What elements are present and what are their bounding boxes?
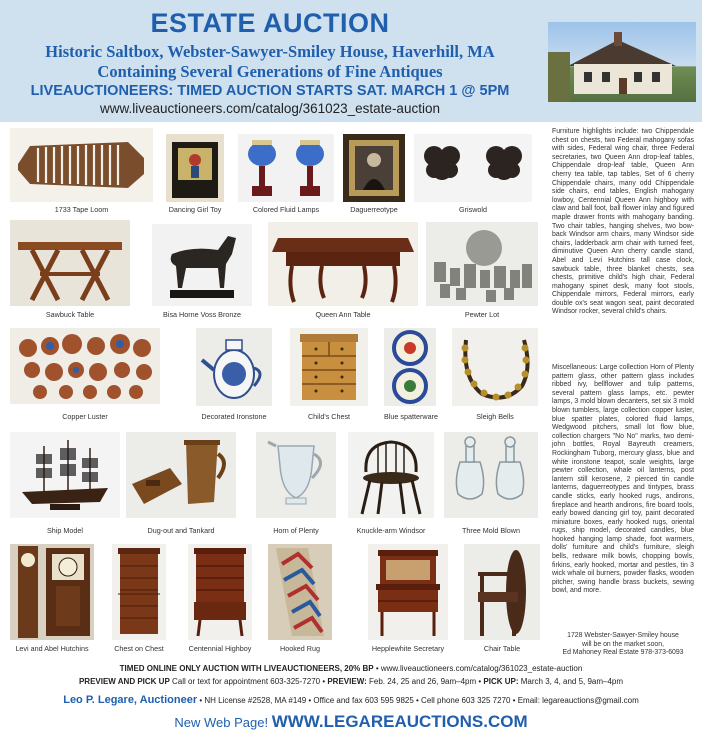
caption-ironstone: Decorated Ironstone <box>201 412 267 421</box>
caption-griswold: Griswold <box>459 205 487 214</box>
miscellaneous-text: Miscellaneous: Large collection Horn of Plenty pattern glass, other pattern glass includes ribbed ivy, bellflower and tulip patterns, several pattern glass lamps, etc. pewter lamps, 3 mold blown decanters, set six 3 mold blown tumblers, large collection copper luster, blue spatter plates, colored fluid lamps, Wedgwood pitchers, small lot flow blue, collection chargers "No No" marks, two demi-john bottles, Royal Bayreuth creamers, Rockingham Tuborg, mercury glass, blue and white ironstone teapot, scale weights, large pewter collection, whale oil lanterns, post lantern still kerosene, 2 pierced tin candle lanterns, daguerreotypes and tintypes, brass candle sticks, early hooked rugs, andirons, fireplace and hearth andirons, fire board tools, early bowed dancing girl toy, paint decorated miniature boxes, early hooked rugs, oriental rugs, ship model, decorated candles, blue hooked hanging lamp shade, foot warmers, dolls' furniture and child's furniture, sleigh bells, redware milk bowls, chopping bowls, firkins, early hooked, mortar and pestles, tin 3 wick whale oil burners, powder flasks, wooden pitcher, swing handle brass buckets, sewing bowl, and more. <box>552 364 694 595</box>
footer-preview-dates: Feb. 24, 25 and 26, 9am–4pm • <box>366 677 484 686</box>
three-mold-blown-photo <box>444 432 538 518</box>
new-web-page-label: New Web Page! <box>174 715 272 730</box>
windsor-chair-photo <box>348 432 434 518</box>
caption-dancing-girl-toy: Dancing Girl Toy <box>168 205 222 214</box>
subtitle-house: Historic Saltbox, Webster-Sawyer-Smiley House, Haverhill, MA <box>45 42 495 61</box>
footer-appointment: Call or text for appointment 603-325-7270 • <box>169 677 328 686</box>
caption-highboy: Centennial Highboy <box>188 644 252 653</box>
copper-luster-photo <box>10 328 160 404</box>
footer-contact-details: • NH License #2528, MA #149 • Office and fax 603 595 9825 • Cell phone 603 325 7270 • Email: legareauctions@gmail.com <box>197 696 639 705</box>
caption-horse-bronze: Bisa Horne Voss Bronze <box>163 310 241 319</box>
footer-contact-line <box>0 694 702 706</box>
highboy-photo <box>188 544 252 640</box>
chair-table-photo <box>464 544 540 640</box>
catalog-url[interactable]: www.liveauctioneers.com/catalog/361023_estate-auction <box>100 101 440 116</box>
footer <box>0 658 702 738</box>
house-signoff <box>552 632 694 658</box>
footer-pickup-label: PICK UP: <box>483 677 519 686</box>
caption-pewter-lot: Pewter Lot <box>464 310 500 319</box>
signoff-line-3: Ed Mahoney Real Estate 978-373-6093 <box>562 649 684 657</box>
caption-daguerreotype: Daguerreotype <box>350 205 398 214</box>
caption-fluid-lamps: Colored Fluid Lamps <box>252 205 320 214</box>
subtitle-antiques: Containing Several Generations of Fine Antiques <box>97 62 443 81</box>
caption-copper-luster: Copper Luster <box>62 412 108 421</box>
footer-preview-label: PREVIEW: <box>327 677 367 686</box>
ship-model-photo <box>10 432 120 518</box>
queen-ann-table-photo <box>268 222 418 306</box>
house-photo <box>548 22 696 102</box>
page-title: ESTATE AUCTION <box>150 8 390 38</box>
daguerreotype-photo <box>343 134 405 202</box>
footer-pickup-dates: March 3, 4, and 5, 9am–4pm <box>518 677 624 686</box>
caption-horn-of-plenty: Horn of Plenty <box>273 526 319 535</box>
sleigh-bells-photo <box>452 328 538 406</box>
timed-auction-notice: LIVEAUCTIONEERS: TIMED AUCTION STARTS SAT. MARCH 1 @ 5PM <box>30 83 510 99</box>
horse-bronze-photo <box>152 224 252 306</box>
signoff-line-1: 1728 Webster-Sawyer-Smiley house <box>567 632 679 639</box>
website-link[interactable]: WWW.LEGAREAUCTIONS.COM <box>271 712 528 731</box>
footer-preview-line <box>0 677 702 686</box>
furniture-highlights-text: Furniture highlights include: two Chippendale chest on chests, two Federal mahogany sofas with sides, Federal wing chair, three Federal secretaries, two Queen Ann drop-leaf tables, Chippendale drop-leaf table, Queen Ann cherry tea table, tap tables, Set of 6 cherry Chippendale chairs, many odd Chippendale side chairs, end tables, English mahogany lowboy, Centennial Queen Ann highboy with claw and ball foot, ball flower inlay and figured maple drawer fronts with mahogany banding. Two chair tables, hanging shelves, two bow-back Windsor arm chairs, many Windsor side chairs, ladderback arm chair with turned feet, diminutive Queen Ann cherry candle stand, Abel and Levi Hutchins tall case clock, sawbuck table, three blanket chests, sea chests, primitive child's high chair, Federal mahogany spinet desk, many foot stools, Chippendale mirrors, Federal mirrors, early double ox's seat wagon seat, paint decorated Windsor rocker, several child's chairs. <box>552 128 694 316</box>
secretary-photo <box>368 544 448 640</box>
footer-preview-pickup-label: PREVIEW AND PICK UP <box>78 677 170 686</box>
fluid-lamps-photo <box>238 134 334 202</box>
caption-sleigh-bells: Sleigh Bells <box>476 412 514 421</box>
caption-secretary: Hepplewhite Secretary <box>371 644 445 653</box>
caption-ship-model: Ship Model <box>47 526 83 535</box>
chest-on-chest-photo <box>112 544 166 640</box>
ironstone-photo <box>196 328 272 406</box>
tall-clock-photo <box>10 544 94 640</box>
caption-windsor-chair: Knuckle-arm Windsor <box>356 526 426 535</box>
pewter-lot-photo <box>426 222 538 306</box>
auctioneer-name: Leo P. Legare, Auctioneer <box>63 694 198 706</box>
hooked-rug-photo <box>268 544 332 640</box>
caption-chest-on-chest: Chest on Chest <box>114 644 164 653</box>
caption-dugout-tankard: Dug-out and Tankard <box>147 526 215 535</box>
dancing-girl-toy-photo <box>166 134 224 202</box>
caption-queen-ann-table: Queen Ann Table <box>315 310 371 319</box>
caption-spatterware: Blue spatterware <box>384 412 438 421</box>
footer-auction-bold: TIMED ONLINE ONLY AUCTION WITH LIVEAUCTIONEERS, 20% BP <box>119 664 374 673</box>
sawbuck-table-photo <box>10 220 130 306</box>
caption-hooked-rug: Hooked Rug <box>280 644 320 653</box>
signoff-line-2: will be on the market soon, <box>582 640 664 648</box>
header-banner <box>0 0 702 122</box>
childs-chest-photo <box>290 328 368 406</box>
spatterware-photo <box>384 328 436 406</box>
caption-tape-loom: 1733 Tape Loom <box>54 205 109 214</box>
caption-sawbuck-table: Sawbuck Table <box>45 310 95 319</box>
griswold-photo <box>414 134 532 202</box>
tape-loom-photo <box>10 128 153 202</box>
caption-three-mold-blown: Three Mold Blown <box>462 526 520 535</box>
horn-of-plenty-photo <box>256 432 336 518</box>
caption-tall-clock: Levi and Abel Hutchins <box>15 644 89 653</box>
footer-auction-line <box>0 664 702 673</box>
dugout-tankard-photo <box>126 432 236 518</box>
footer-auction-url[interactable]: • www.liveauctioneers.com/catalog/361023_estate-auction <box>373 664 583 673</box>
caption-childs-chest: Child's Chest <box>307 412 351 421</box>
caption-chair-table: Chair Table <box>483 644 521 653</box>
footer-website-line <box>0 712 702 732</box>
